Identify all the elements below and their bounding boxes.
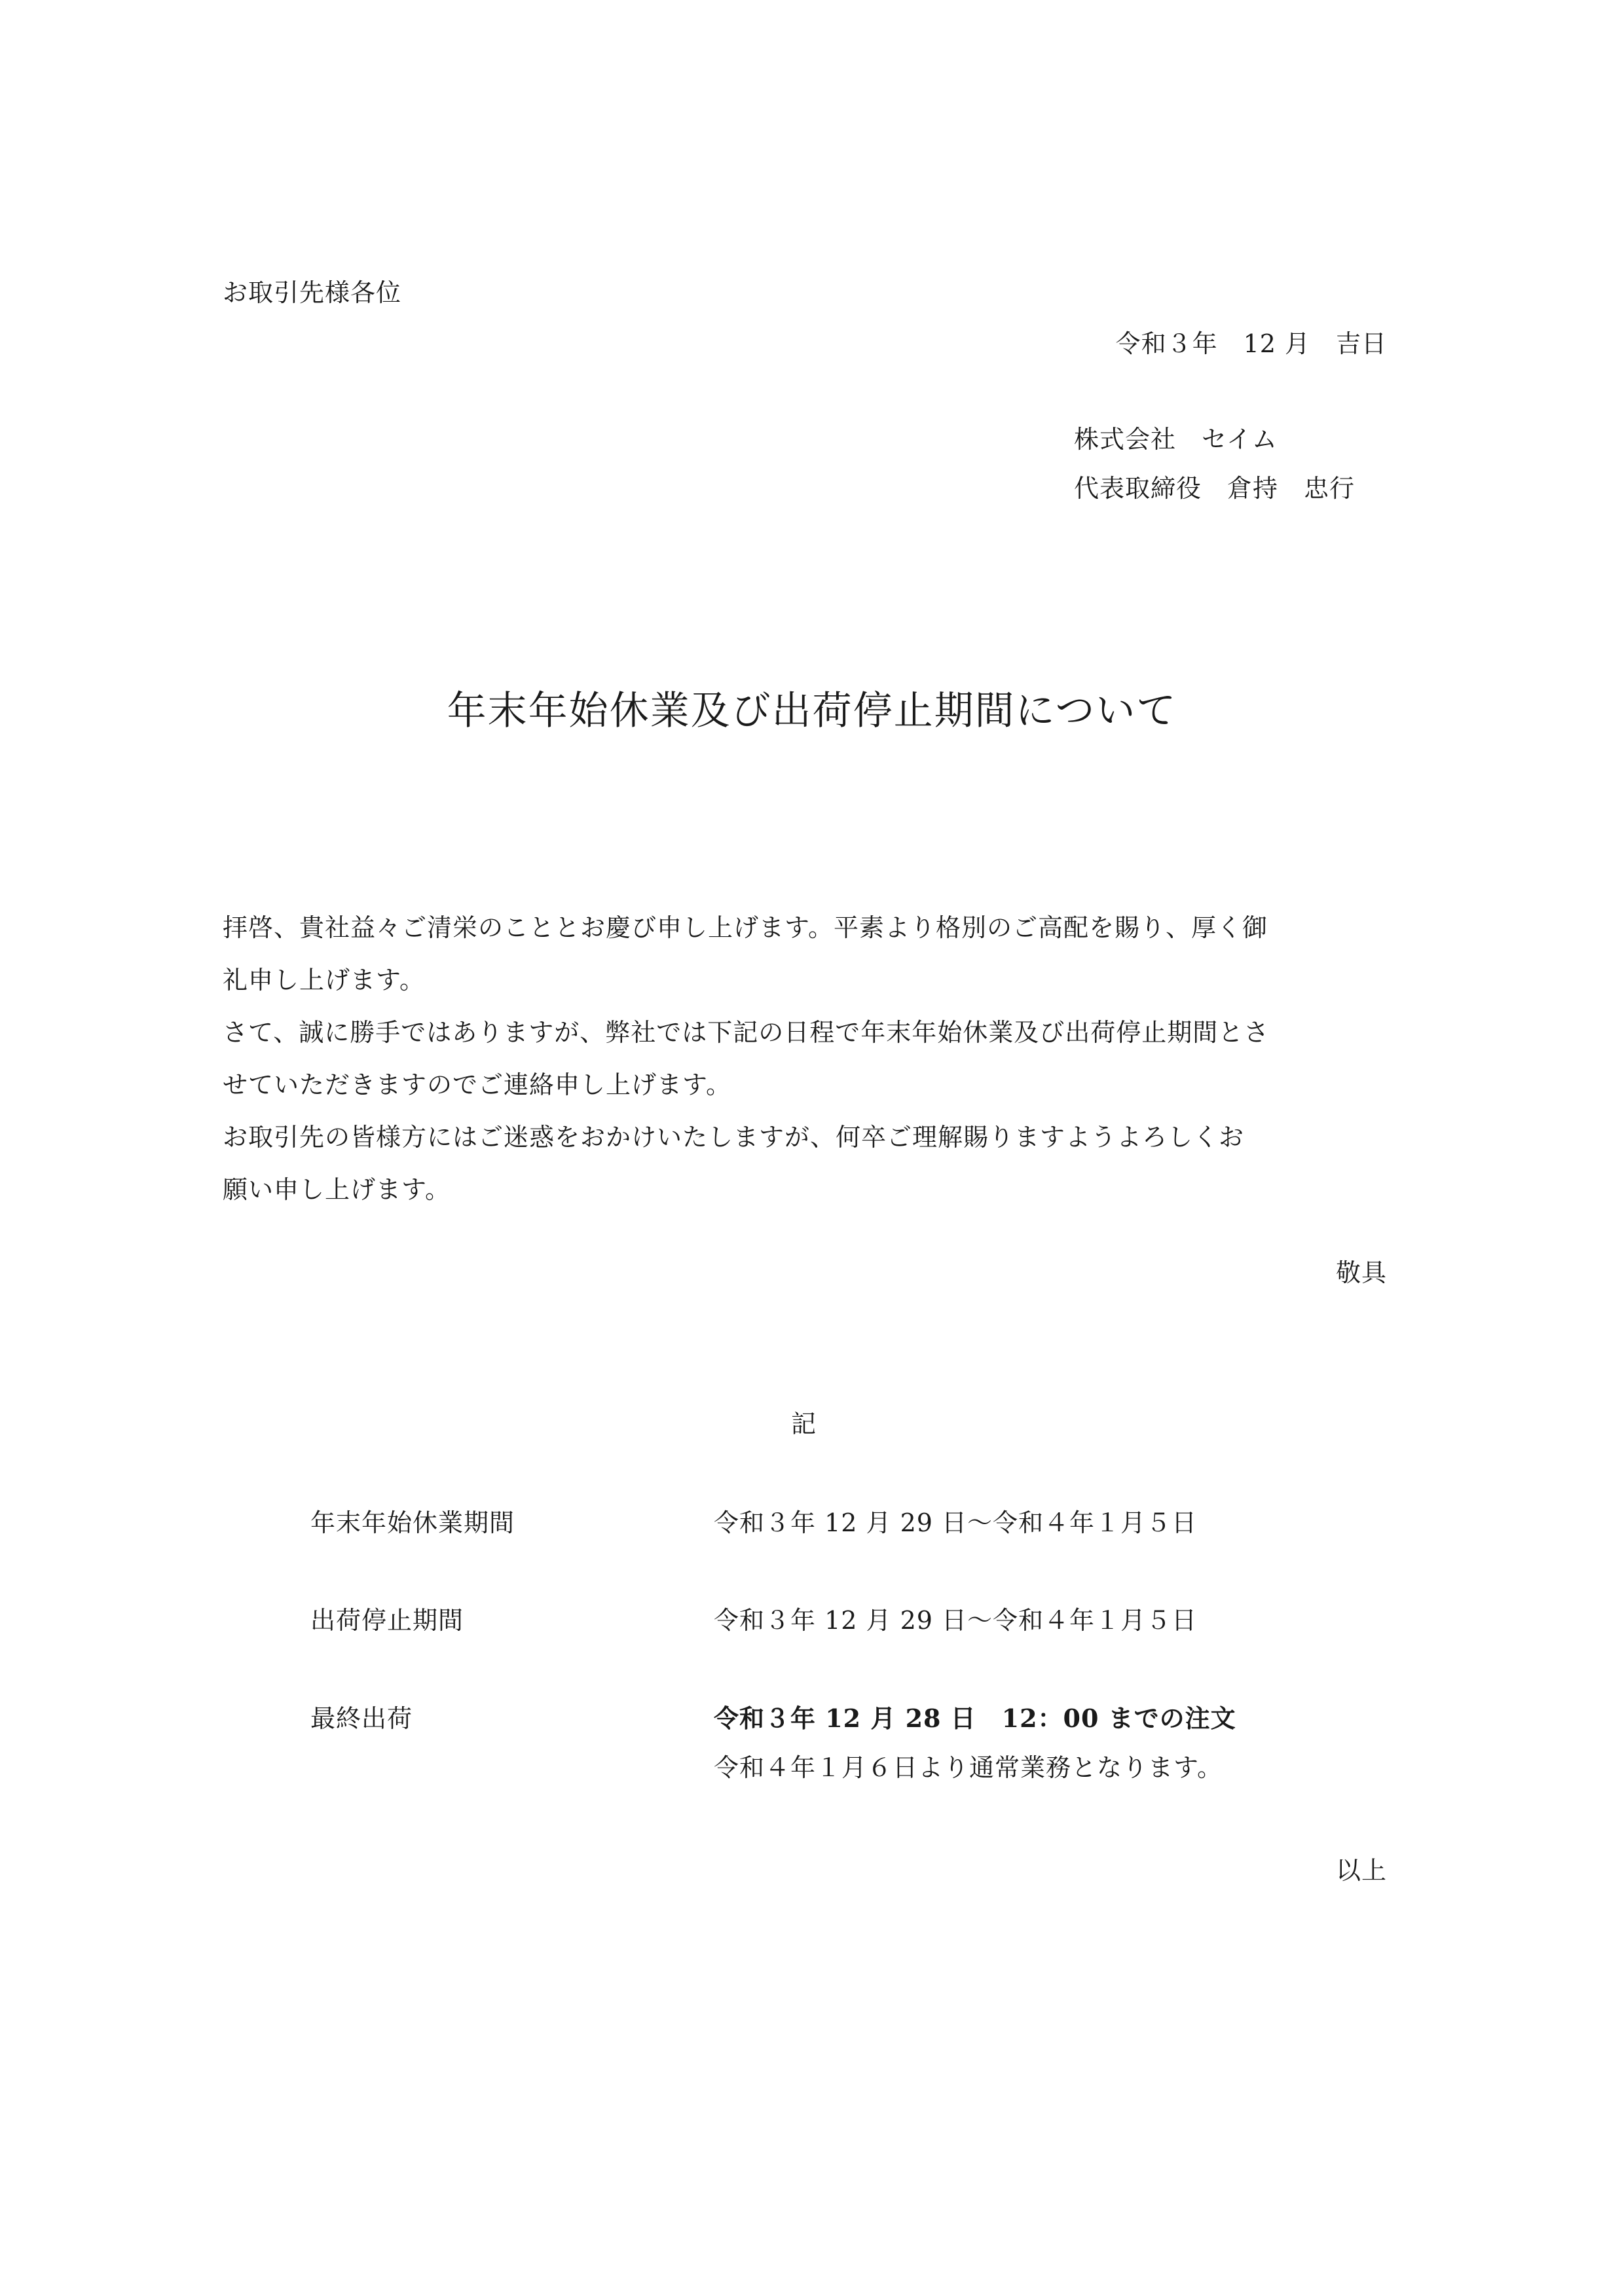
body-line: せていただきますのでご連絡申し上げます。 [223, 1070, 731, 1099]
body-line: 礼申し上げます。 [223, 966, 425, 994]
schedule-label-last-shipment: 最終出荷 [310, 1704, 413, 1733]
schedule-label-holiday: 年末年始休業期間 [310, 1508, 515, 1537]
schedule-value-shipping-stop: 令和３年 12 月 29 日～令和４年１月５日 [714, 1606, 1198, 1635]
closing-keigu: 敬具 [1335, 1258, 1387, 1287]
body-line: 願い申し上げます。 [223, 1175, 451, 1204]
schedule-value-holiday: 令和３年 12 月 29 日～令和４年１月５日 [714, 1508, 1198, 1537]
addressee: お取引先様各位 [223, 278, 402, 307]
sender-company: 株式会社 セイム [1074, 425, 1278, 454]
closing-ijo: 以上 [1335, 1856, 1387, 1885]
ki-heading: 記 [791, 1410, 817, 1438]
schedule-value-last-shipment: 令和３年 12 月 28 日 12：00 までの注文 [714, 1704, 1236, 1733]
body-line: 拝啓、貴社益々ご清栄のこととお慶び申し上げます。平素より格別のご高配を賜り、厚く御 [223, 913, 1268, 942]
body-line: さて、誠に勝手ではありますが、弊社では下記の日程で年末年始休業及び出荷停止期間とさ [223, 1018, 1270, 1047]
resume-note: 令和４年１月６日より通常業務となります。 [714, 1753, 1223, 1782]
sender-representative: 代表取締役 倉持 忠行 [1074, 474, 1356, 503]
letter-title: 年末年始休業及び出荷停止期間について [447, 688, 1177, 734]
letter-date: 令和３年 12 月 吉日 [1115, 329, 1387, 358]
schedule-label-shipping-stop: 出荷停止期間 [310, 1606, 464, 1635]
letter-body [223, 915, 1395, 1230]
body-line: お取引先の皆様方にはご迷惑をおかけいたしますが、何卒ご理解賜りますようよろしくお [223, 1123, 1245, 1152]
